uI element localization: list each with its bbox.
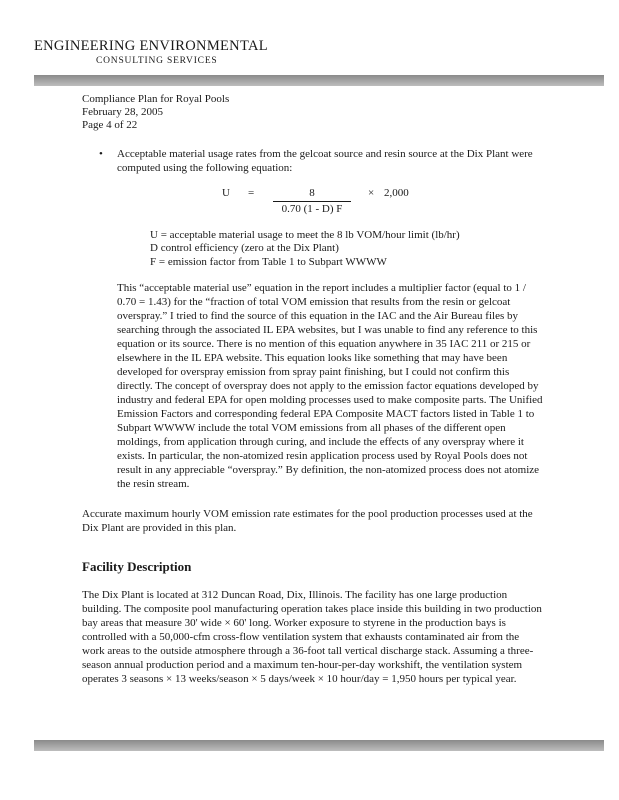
document-date: February 28, 2005 xyxy=(82,106,163,118)
header-rule xyxy=(34,75,604,86)
firm-name: ENGINEERING ENVIRONMENTAL xyxy=(34,38,268,54)
bullet-text: Acceptable material usage rates from the gelcoat source and resin source at the Dix Plant were computed using the following equation: xyxy=(117,148,533,174)
page-number: Page 4 of 22 xyxy=(82,119,138,131)
document-meta xyxy=(82,93,229,132)
fraction-bar xyxy=(273,201,351,202)
equation-lhs: U xyxy=(222,187,230,199)
equation-equals: = xyxy=(248,187,255,199)
equation-numerator: 8 xyxy=(309,187,315,199)
firm-subtitle: CONSULTING SERVICES xyxy=(96,56,218,66)
definition-d: D control efficiency (zero at the Dix Plant) xyxy=(150,242,339,254)
overspray-paragraph: This “acceptable material use” equation in the report includes a multiplier factor (equal to 1 / 0.70 = 1.43) for the “fraction of total VOM emission that results from the resin or gelcoat overspray.” I tried to find the source of this equation in the IAC and the Air Bureau files by searching through the associated IL EPA websites, but I was unable to find any reference to this equation or its source. There is no mention of this equation anywhere in 35 IAC 211 or 215 or elsewhere in the IL EPA website. This equation looks like something that may have been developed for overspray emission from spray paint finishing, but I could not confirm this directly. The concept of overspray does not apply to the emission factor equations developed by industry and federal EPA for open molding processes used to make composite parts. The Unified Emission Factors and corresponding federal EPA Composite MACT factors listed in Table 1 to Subpart WWWW include the total VOM emissions from all phases of the different open moldings, from application through curing, and include the effects of any overspray where it exists. In particular, the non-atomized resin application process used by Royal Pools does not result in any appreciable “overspray.” By definition, the non-atomized process does not atomize the resin stream. xyxy=(117,282,543,490)
definition-f: F = emission factor from Table 1 to Subpart WWWW xyxy=(150,256,387,268)
facility-description-paragraph: The Dix Plant is located at 312 Duncan Road, Dix, Illinois. The facility has one large production building. The composite pool manufacturing operation takes place inside this building in two production bay areas that measure 30' wide × 60' long. Worker exposure to styrene in the production bays is controlled with a 50,000-cfm cross-flow ventilation system that exhausts contaminated air from the work areas to the outside atmosphere through a 36-foot tall vertical discharge stack. Assuming a three-season annual production period and a maximum ten-hour-per-day workshift, the ventilation system operates 3 seasons × 13 weeks/season × 5 days/week × 10 hour/day = 1,950 hours per typical year. xyxy=(82,589,542,685)
document-title: Compliance Plan for Royal Pools xyxy=(82,93,230,105)
definition-u: U = acceptable material usage to meet the 8 lb VOM/hour limit (lb/hr) xyxy=(150,229,460,241)
footer-rule xyxy=(34,740,604,751)
bullet-icon: • xyxy=(99,148,103,160)
emission-estimate-paragraph: Accurate maximum hourly VOM emission rate estimates for the pool production processes used at the Dix Plant are provided in this plan. xyxy=(82,508,533,534)
section-heading: Facility Description xyxy=(82,559,192,574)
equation-multiplier: 2,000 xyxy=(384,187,409,199)
equation-times: × xyxy=(368,187,375,199)
equation-denominator: 0.70 (1 - D) F xyxy=(281,203,343,215)
